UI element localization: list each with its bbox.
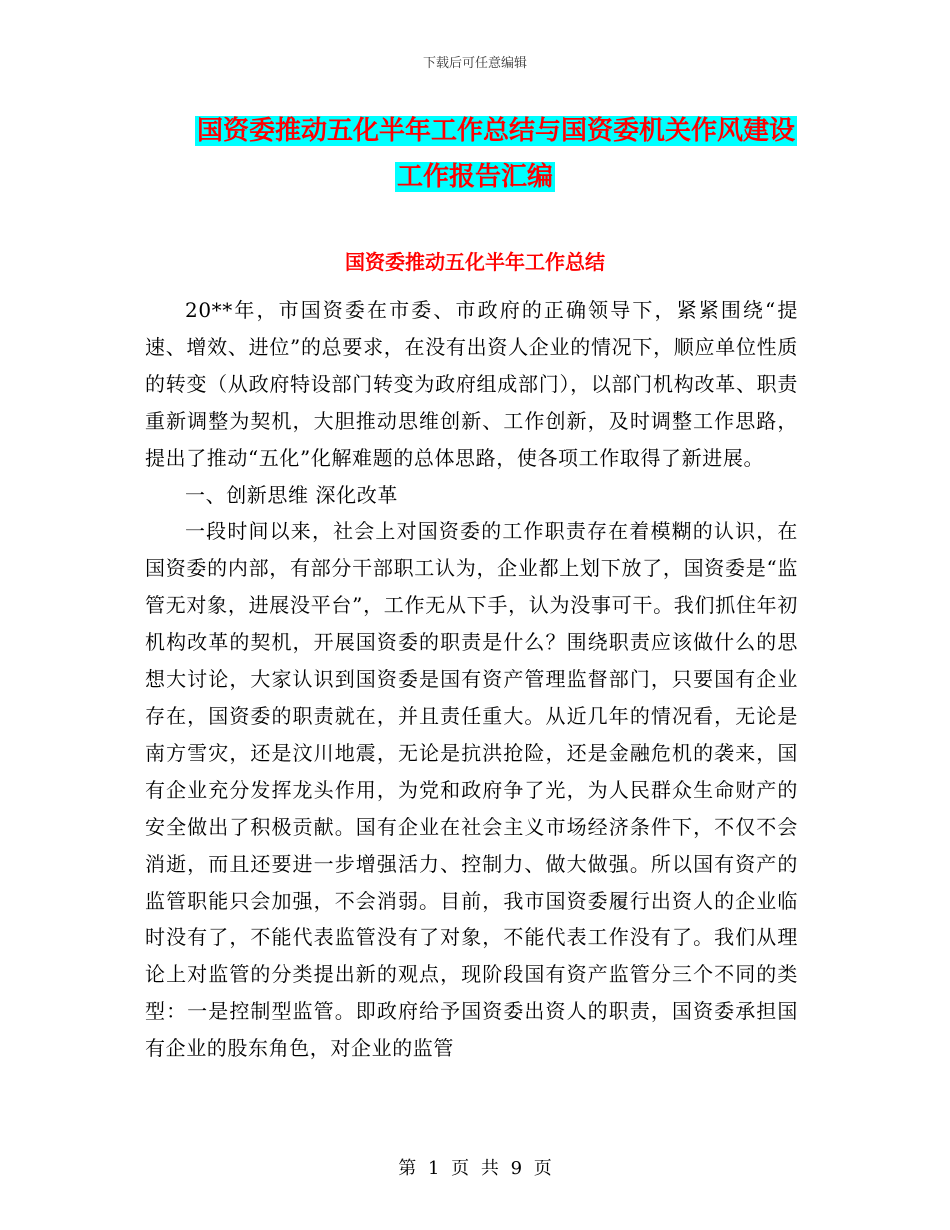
title-line-2: 工作报告汇编 [396, 162, 553, 192]
document-body [145, 292, 798, 1067]
document-title [0, 108, 950, 200]
section-title: 国资委推动五化半年工作总结 [345, 250, 605, 274]
page-number: 第 1 页 共 9 页 [398, 1158, 552, 1179]
subheading-1: 一、创新思维 深化改革 [185, 482, 398, 507]
title-line-1: 国资委推动五化半年工作总结与国资委机关作风建设 [196, 116, 795, 146]
paragraph-1: 一段时间以来，社会上对国资委的工作职责存在着模糊的认识，在国资委的内部，有部分干部职工认为，企业都上划下放了，国资委是“监管无对象，进展没平台”，工作无从下手，认为没事可干。我们抓住年初机构改革的契机，开展国资委的职责是什么？围绕职责应该做什么的思想大讨论，大家认识到国资委是国有资产管理监督部门，只要国有企业存在，国资委的职责就在，并且责任重大。从近几年的情况看，无论是南方雪灾，还是汶川地震，无论是抗洪抢险，还是金融危机的袭来，国有企业充分发挥龙头作用，为党和政府争了光，为人民群众生命财产的安全做出了积极贡献。国有企业在社会主义市场经济条件下，不仅不会消逝，而且还要进一步增强活力、控制力、做大做强。所以国有资产的监管职能只会加强，不会消弱。目前，我市国资委履行出资人的企业临时没有了，不能代表监管没有了对象，不能代表工作没有了。我们从理论上对监管的分类提出新的观点，现阶段国有资产监管分三个不同的类型：一是控制型监管。即政府给予国资委出资人的职责，国资委承担国有企业的股东角色，对企业的监管 [145, 519, 798, 1061]
paragraph-intro: 20**年，市国资委在市委、市政府的正确领导下，紧紧围绕“提速、增效、进位”的总要求，在没有出资人企业的情况下，顺应单位性质的转变（从政府特设部门转变为政府组成部门），以部门机构改革、职责重新调整为契机，大胆推动思维创新、工作创新，及时调整工作思路，提出了推动“五化”化解难题的总体思路，使各项工作取得了新进展。 [145, 298, 798, 470]
header-note: 下载后可任意编辑 [422, 56, 527, 71]
